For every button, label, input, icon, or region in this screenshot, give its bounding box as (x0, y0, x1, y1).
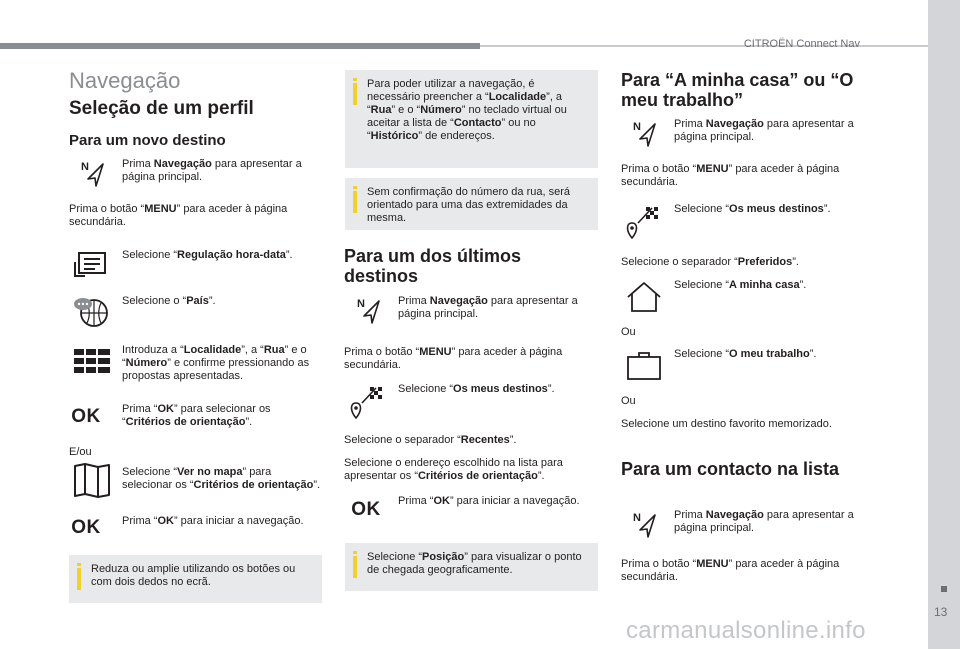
text-bold: Regulação hora-data (177, 249, 286, 261)
step-press-ok-criteria (122, 403, 322, 429)
text: Selecione “ (674, 279, 730, 291)
navigation-arrow-icon (348, 295, 388, 327)
text: Prima (674, 509, 706, 521)
text-bold: Critérios de orientação (193, 479, 314, 491)
text: Introduza a “ (122, 344, 184, 356)
text: ”. (313, 479, 321, 491)
text-bold: Histórico (370, 130, 419, 142)
text-bold: Rua (370, 104, 392, 116)
text: Selecione o “ (122, 295, 187, 307)
text: ”. (547, 383, 555, 395)
text-bold: Navegação (429, 295, 488, 307)
text-bold: Preferidos (737, 256, 793, 268)
step-press-navegacao (674, 118, 869, 144)
svg-text:N: N (633, 512, 641, 524)
section-title-contact: Para um contacto na lista (621, 459, 840, 479)
step-select-recents-tab (344, 434, 594, 447)
keyboard-icon (72, 345, 112, 377)
text: ”. (509, 434, 517, 446)
text-bold: Recentes (460, 434, 510, 446)
text: Prima o botão “ (621, 558, 697, 570)
text-bold: Número (125, 357, 168, 369)
text: Prima o botão “ (621, 163, 697, 175)
step-press-navegacao (122, 158, 322, 184)
text-bold: OK (433, 495, 450, 507)
text: ” para aceder à página secundária. (621, 163, 840, 188)
text-bold: Número (420, 104, 462, 116)
text-bold: Navegação (153, 158, 212, 170)
text: ” e o “ (122, 344, 307, 369)
text: Selecione o separador “ (344, 434, 461, 446)
text: Para poder utilizar a navegação, é necessário preencher a “ (367, 78, 535, 103)
text-bold: Os meus destinos (453, 383, 548, 395)
section-title-recent: Para um dos últimos destinos (344, 246, 522, 286)
step-press-menu (69, 203, 319, 229)
text: Selecione “ (674, 203, 730, 215)
step-press-menu (621, 558, 871, 584)
navigation-arrow-icon (72, 158, 112, 190)
watermark: carmanualsonline.info (626, 617, 866, 644)
info-icon (353, 78, 357, 81)
info-note-position (345, 543, 598, 591)
text: ”. (792, 256, 799, 268)
text-ou: Ou (621, 326, 636, 338)
step-press-menu (621, 163, 871, 189)
page-marker (941, 586, 947, 592)
text-bold: Navegação (705, 118, 764, 130)
step-press-navegacao (398, 295, 596, 321)
info-icon (353, 186, 357, 189)
text: ” para aceder à página secundária. (344, 346, 563, 371)
step-enter-address (122, 344, 322, 383)
header-brand: CITROËN Connect Nav (743, 38, 860, 50)
text-bold: Contacto (453, 117, 502, 129)
step-select-home (674, 279, 869, 292)
info-icon (77, 563, 81, 566)
info-note-required-fields (345, 70, 598, 168)
map-icon (72, 464, 112, 496)
info-note-zoom (69, 555, 322, 603)
svg-text:N: N (633, 121, 641, 133)
page-title: Navegação (69, 68, 181, 93)
text-bold: Localidade (183, 344, 242, 356)
text: ” no teclado virtual ou aceitar a lista de “ (367, 104, 567, 129)
text-bold: A minha casa (729, 279, 800, 291)
text-bold: Critérios de orientação (125, 416, 246, 428)
ok-icon: OK (71, 517, 101, 538)
text-bold: País (186, 295, 209, 307)
text-bold: MENU (696, 558, 729, 570)
text: ”, a “ (241, 344, 264, 356)
text: Selecione “ (398, 383, 454, 395)
info-bar (77, 568, 81, 590)
step-select-my-destinations (674, 203, 869, 216)
info-note-street-number (345, 178, 598, 230)
text: Selecione “ (367, 551, 423, 563)
text: Prima (398, 295, 430, 307)
text: ”. (537, 470, 545, 482)
ok-icon: OK (71, 406, 101, 427)
step-select-work (674, 348, 869, 361)
text-bold: Localidade (488, 91, 547, 103)
text-bold: Posição (422, 551, 465, 563)
text-e-ou: E/ou (69, 446, 92, 458)
header-rule-light (480, 45, 928, 47)
text: ” para iniciar a navegação. (173, 515, 304, 527)
text: ”. (823, 203, 831, 215)
text: para apresentar a página principal. (674, 118, 854, 143)
text-bold: O meu trabalho (729, 348, 810, 360)
text-bold: Ver no mapa (177, 466, 243, 478)
text: Prima o botão “ (344, 346, 420, 358)
step-select-favorite: Selecione um destino favorito memorizado. (621, 418, 832, 430)
text: ”, a “ (367, 91, 563, 116)
text: ” ou no “ (367, 117, 536, 142)
text: Selecione o separador “ (621, 256, 738, 268)
text: para apresentar a página principal. (122, 158, 302, 183)
text: Selecione o endereço escolhido na lista para apresentar os “ (344, 457, 563, 482)
step-select-my-destinations (398, 383, 596, 396)
text-bold: Critérios de orientação (417, 470, 538, 482)
text: para apresentar a página principal. (398, 295, 578, 320)
page-side-tab (928, 0, 960, 649)
text: ” para iniciar a navegação. (449, 495, 580, 507)
text: ” para aceder à página secundária. (69, 203, 288, 228)
text-bold: Rua (263, 344, 285, 356)
text: ”. (285, 249, 293, 261)
text-bold: Os meus destinos (729, 203, 824, 215)
text: ” e o “ (391, 104, 421, 116)
step-select-favorites-tab (621, 256, 871, 269)
home-icon (624, 281, 664, 313)
settings-datetime-icon (71, 248, 111, 280)
navigation-arrow-icon (624, 118, 664, 150)
info-icon (353, 551, 357, 554)
text-bold: MENU (696, 163, 729, 175)
destination-flag-icon (622, 206, 662, 238)
destination-flag-icon (346, 386, 386, 418)
step-select-country (122, 295, 322, 308)
note-text: Sem confirmação do número da rua, será orientado para uma das extremidades da mesma. (367, 186, 570, 224)
text: ”. (208, 295, 216, 307)
text: ” para selecionar os “ (122, 466, 272, 491)
text-bold: OK (157, 515, 174, 527)
text: Prima o botão “ (69, 203, 145, 215)
text: ” e confirme pressionando as propostas apresentadas. (122, 357, 310, 382)
text: ” para selecionar os “ (122, 403, 271, 428)
text: ”. (809, 348, 817, 360)
section-title-profile: Seleção de um perfil (69, 98, 254, 119)
header-rule (0, 43, 480, 49)
navigation-arrow-icon (624, 509, 664, 541)
step-view-map (122, 466, 322, 492)
text: Prima (674, 118, 706, 130)
info-bar (353, 83, 357, 105)
text-bold: MENU (419, 346, 452, 358)
text-bold: Navegação (705, 509, 764, 521)
text: Prima “ (122, 403, 158, 415)
step-press-ok-start (398, 495, 596, 508)
text: Prima “ (122, 515, 158, 527)
section-title-home-work: Para “A minha casa” ou “O meu trabalho” (621, 70, 854, 110)
info-bar (353, 191, 357, 213)
page-number: 13 (934, 605, 948, 619)
text: ” para aceder à página secundária. (621, 558, 840, 583)
ok-icon: OK (351, 499, 381, 520)
text-ou: Ou (621, 395, 636, 407)
text: Prima “ (398, 495, 434, 507)
text: ”. (245, 416, 253, 428)
text-bold: OK (157, 403, 174, 415)
text: ” de endereços. (418, 130, 495, 142)
info-bar (353, 556, 357, 578)
text: Selecione “ (122, 466, 178, 478)
step-press-menu (344, 346, 594, 372)
text: Prima (122, 158, 154, 170)
svg-text:N: N (357, 298, 365, 310)
text: Selecione “ (674, 348, 730, 360)
svg-text:N: N (81, 161, 89, 173)
text: ” para visualizar o ponto de chegada geograficamente. (367, 551, 582, 576)
subsection-new-destination: Para um novo destino (69, 132, 226, 149)
text: Selecione “ (122, 249, 178, 261)
text: ”. (799, 279, 807, 291)
note-text: Reduza ou amplie utilizando os botões ou com dois dedos no ecrã. (91, 563, 296, 588)
country-globe-icon (72, 296, 112, 328)
text: para apresentar a página principal. (674, 509, 854, 534)
work-briefcase-icon (624, 349, 664, 381)
text-bold: MENU (144, 203, 177, 215)
step-press-ok-start (122, 515, 322, 528)
step-press-navegacao (674, 509, 869, 535)
step-select-address (344, 457, 594, 483)
step-select-datetime (122, 249, 322, 262)
